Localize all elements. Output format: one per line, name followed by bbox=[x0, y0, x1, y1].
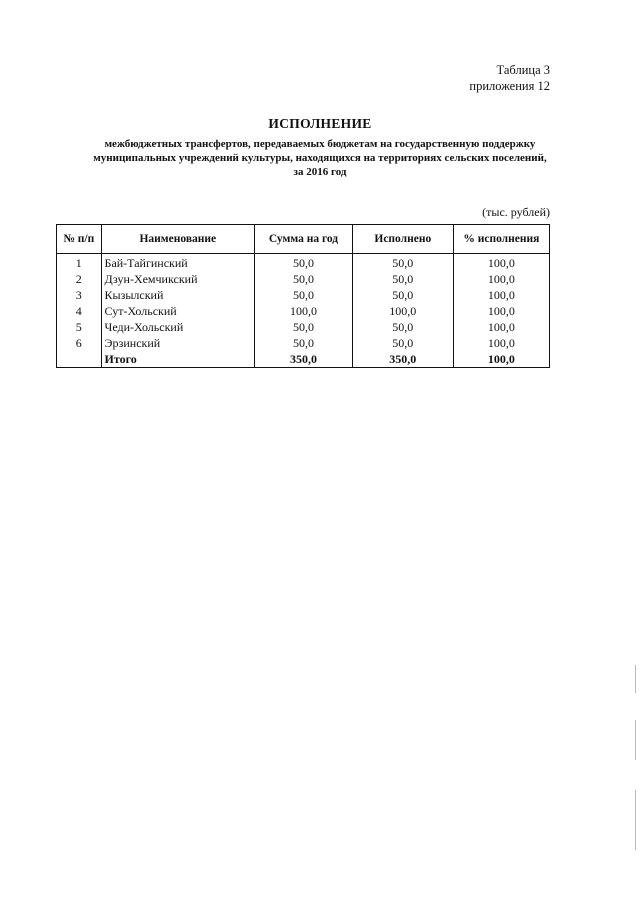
cell-executed: 50,0 bbox=[352, 271, 453, 287]
cell-number: 2 bbox=[57, 271, 102, 287]
column-header-executed: Исполнено bbox=[352, 225, 453, 254]
cell-number: 3 bbox=[57, 287, 102, 303]
cell-name: Сут-Хольский bbox=[101, 303, 255, 319]
cell-annual-sum: 100,0 bbox=[255, 303, 353, 319]
cell-number: 6 bbox=[57, 335, 102, 351]
cell-executed: 50,0 bbox=[352, 287, 453, 303]
table-total-row bbox=[57, 351, 550, 368]
scan-artifact bbox=[635, 665, 636, 693]
cell-total-annual-sum: 350,0 bbox=[255, 351, 353, 368]
subtitle-line: муниципальных учреждений культуры, находящихся на территориях сельских поселений, bbox=[93, 152, 547, 164]
column-header-name: Наименование bbox=[101, 225, 255, 254]
document-subtitle bbox=[60, 137, 580, 179]
cell-total-label: Итого bbox=[101, 351, 255, 368]
table-reference bbox=[469, 62, 550, 94]
cell-annual-sum: 50,0 bbox=[255, 254, 353, 272]
cell-total-executed: 350,0 bbox=[352, 351, 453, 368]
cell-name: Кызылский bbox=[101, 287, 255, 303]
cell-executed: 100,0 bbox=[352, 303, 453, 319]
document-title: ИСПОЛНЕНИЕ bbox=[268, 116, 372, 131]
cell-percent: 100,0 bbox=[453, 303, 549, 319]
cell-annual-sum: 50,0 bbox=[255, 319, 353, 335]
cell-name: Дзун-Хемчикский bbox=[101, 271, 255, 287]
cell-annual-sum: 50,0 bbox=[255, 335, 353, 351]
cell-number: 4 bbox=[57, 303, 102, 319]
cell-number: 5 bbox=[57, 319, 102, 335]
cell-name: Эрзинский bbox=[101, 335, 255, 351]
table-row bbox=[57, 319, 550, 335]
table-row bbox=[57, 335, 550, 351]
cell-name: Чеди-Хольский bbox=[101, 319, 255, 335]
transfers-table bbox=[56, 224, 550, 368]
scan-artifact bbox=[635, 720, 636, 760]
subtitle-line: за 2016 год bbox=[293, 166, 347, 178]
table-row bbox=[57, 287, 550, 303]
column-header-percent: % исполнения bbox=[453, 225, 549, 254]
cell-name: Бай-Тайгинский bbox=[101, 254, 255, 272]
cell-percent: 100,0 bbox=[453, 319, 549, 335]
cell-percent: 100,0 bbox=[453, 254, 549, 272]
cell-annual-sum: 50,0 bbox=[255, 271, 353, 287]
table-body bbox=[57, 254, 550, 368]
cell-number: 1 bbox=[57, 254, 102, 272]
scan-artifact bbox=[635, 790, 636, 850]
cell-percent: 100,0 bbox=[453, 335, 549, 351]
appendix-label: приложения 12 bbox=[469, 79, 550, 93]
table-row bbox=[57, 254, 550, 272]
cell-percent: 100,0 bbox=[453, 287, 549, 303]
units-label: (тыс. рублей) bbox=[482, 205, 550, 219]
column-header-annual-sum: Сумма на год bbox=[255, 225, 353, 254]
cell-percent: 100,0 bbox=[453, 271, 549, 287]
cell-executed: 50,0 bbox=[352, 319, 453, 335]
column-header-number: № п/п bbox=[57, 225, 102, 254]
subtitle-line: межбюджетных трансфертов, передаваемых бюджетам на государственную поддержку bbox=[104, 138, 536, 150]
table-row bbox=[57, 303, 550, 319]
cell-executed: 50,0 bbox=[352, 335, 453, 351]
cell-total-percent: 100,0 bbox=[453, 351, 549, 368]
cell-number bbox=[57, 351, 102, 368]
table-label: Таблица 3 bbox=[496, 63, 550, 77]
table-header-row bbox=[57, 225, 550, 254]
cell-executed: 50,0 bbox=[352, 254, 453, 272]
table-row bbox=[57, 271, 550, 287]
cell-annual-sum: 50,0 bbox=[255, 287, 353, 303]
